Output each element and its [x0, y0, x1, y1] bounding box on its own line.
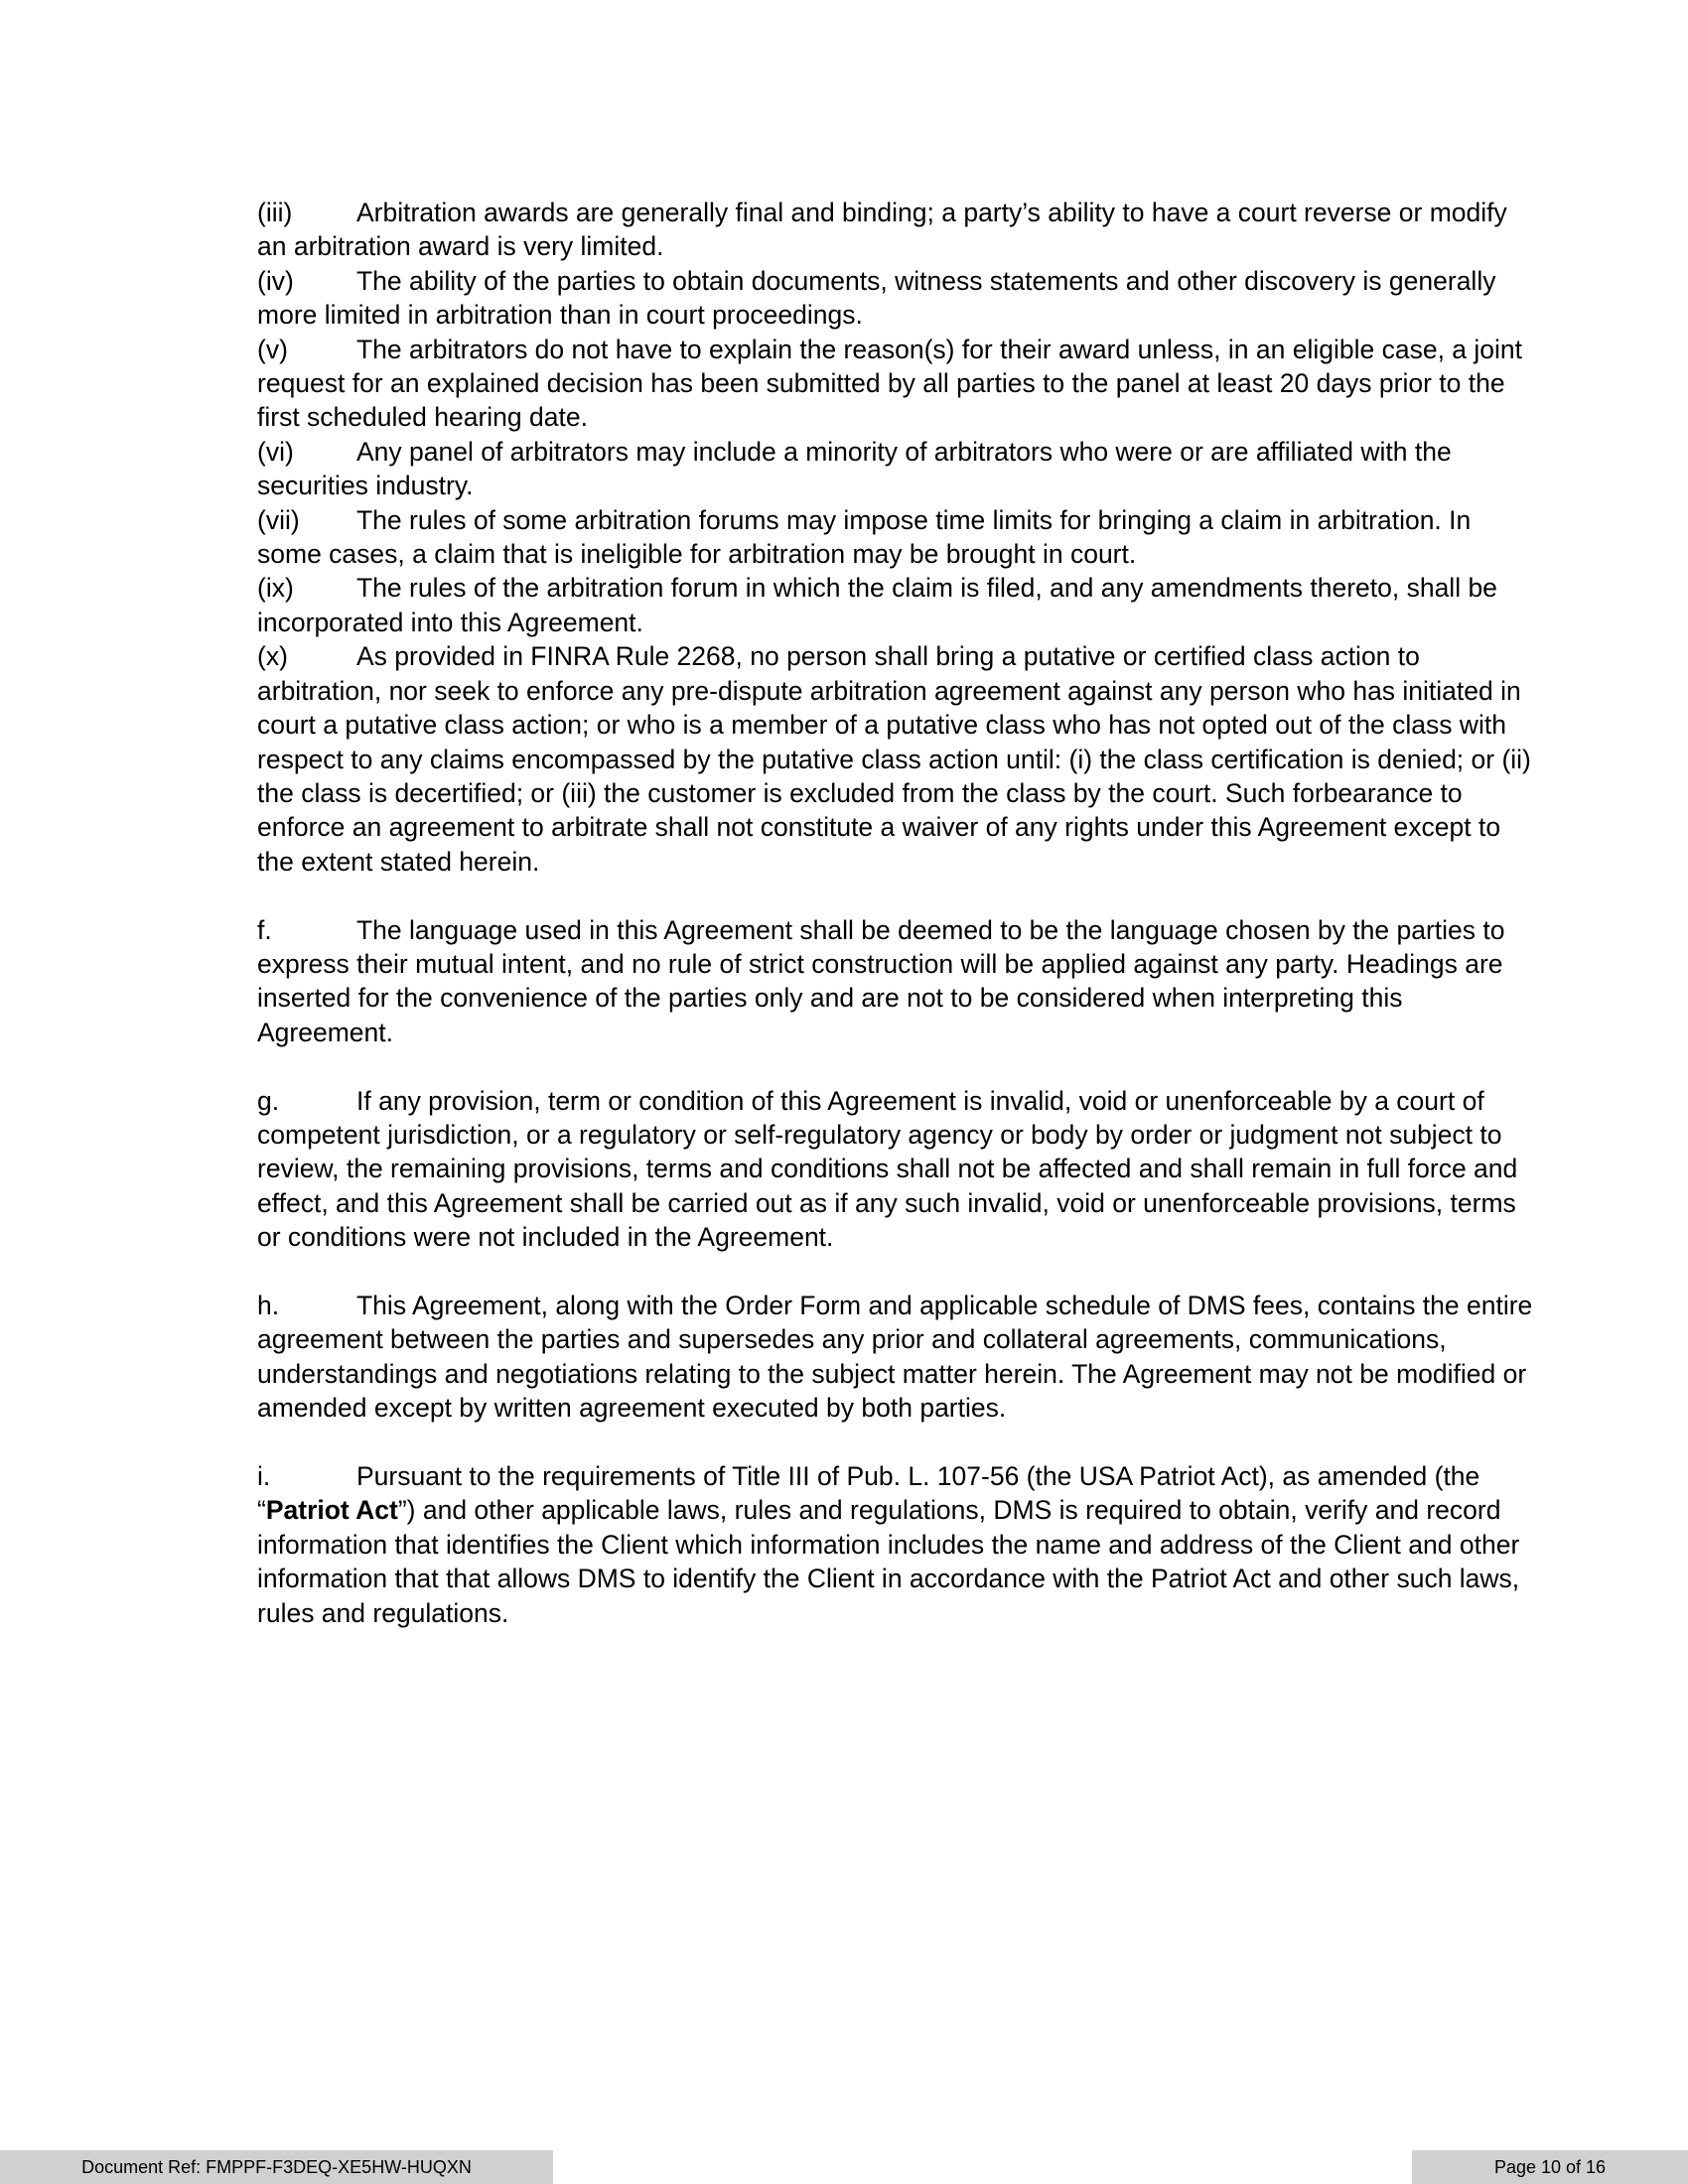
list-marker: (vii) [257, 504, 300, 535]
section-marker: f. [257, 914, 272, 945]
section-h [257, 1289, 1538, 1426]
list-marker: (iii) [257, 198, 293, 227]
section-text-after: ”) and other applicable laws, rules and regulations, DMS is required to obtain, verify and record information that identifies the Client which information includes the name and address of the Client and other information that that allows DMS to identify the Client in accordance with the Patriot Act and other such laws, rules and regulations. [257, 1495, 1520, 1628]
paragraph-gap [257, 1255, 1538, 1289]
document-ref-footer: Document Ref: FMPPF-F3DEQ-XE5HW-HUQXN [0, 2150, 553, 2184]
list-item-v [257, 333, 1538, 435]
list-item-vii [257, 503, 1538, 572]
section-f [257, 913, 1538, 1050]
section-text: This Agreement, along with the Order Form and applicable schedule of DMS fees, contains the entire agreement between the parties and supersedes any prior and collateral agreements, communications, understandings and negotiations relating to the subject matter herein. The Agreement may not be modified or amended except by written agreement executed by both parties. [257, 1290, 1533, 1424]
list-text: As provided in FINRA Rule 2268, no person shall bring a putative or certified class action to arbitration, nor seek to enforce any pre-dispute arbitration agreement against any person who has initiated in court a putative class action; or who is a member of a putative class who has not opted out of the class with respect to any claims encompassed by the putative class action until: (i) the class certification is denied; or (ii) the class is decertified; or (iii) the customer is excluded from the class by the court. Such forbearance to enforce an agreement to arbitrate shall not constitute a waiver of any rights under this Agreement except to the extent stated herein. [257, 641, 1531, 877]
list-text: The arbitrators do not have to explain the reason(s) for their award unless, in an eligible case, a joint request for an explained decision has been submitted by all parties to the panel at least 20 days prior to the first scheduled hearing date. [257, 334, 1523, 433]
section-text: The language used in this Agreement shall be deemed to be the language chosen by the parties to express their mutual intent, and no rule of strict construction will be applied against any party. Headings are inserted for the convenience of the parties only and are not to be considered when interpreting this Agreement. [257, 914, 1505, 1047]
paragraph-gap [257, 1049, 1538, 1083]
list-item-x [257, 639, 1538, 879]
section-marker: g. [257, 1085, 280, 1116]
page-number-footer: Page 10 of 16 [1412, 2150, 1688, 2184]
list-item-ix [257, 571, 1538, 639]
list-marker: (iv) [257, 265, 294, 296]
list-item-iii [257, 196, 1538, 264]
list-text: Any panel of arbitrators may include a minority of arbitrators who were or are affiliated with the securities industry. [257, 436, 1452, 501]
list-marker: (ix) [257, 573, 294, 604]
paragraph-gap [257, 1426, 1538, 1459]
paragraph-gap [257, 879, 1538, 912]
list-item-vi [257, 435, 1538, 503]
list-text: The rules of the arbitration forum in which the claim is filed, and any amendments thereto, shall be incorporated into this Agreement. [257, 573, 1497, 637]
list-text: Arbitration awards are generally final and binding; a party’s ability to have a court reverse or modify an arbitration award is very limited. [257, 198, 1507, 262]
section-g [257, 1084, 1538, 1255]
section-text-before: Pursuant to the requirements of Title III of Pub. L. 107-56 (the USA Patriot Act), as amended (the “ [257, 1460, 1480, 1526]
section-marker: h. [257, 1290, 280, 1320]
section-i [257, 1459, 1538, 1630]
section-text: If any provision, term or condition of this Agreement is invalid, void or unenforceable by a court of competent jurisdiction, or a regulatory or self-regulatory agency or body by order or judgment not subject to review, the remaining provisions, terms and conditions shall not be affected and shall remain in full force and effect, and this Agreement shall be carried out as if any such invalid, void or unenforceable provisions, terms or conditions were not included in the Agreement. [257, 1085, 1518, 1253]
list-marker: (v) [257, 334, 288, 364]
list-marker: (x) [257, 641, 288, 672]
list-text: The rules of some arbitration forums may impose time limits for bringing a claim in arbitration. In some cases, a claim that is ineligible for arbitration may be brought in court. [257, 504, 1472, 570]
list-text: The ability of the parties to obtain documents, witness statements and other discovery is generally more limited in arbitration than in court proceedings. [257, 265, 1496, 331]
list-marker: (vi) [257, 436, 294, 467]
document-body [257, 196, 1538, 1630]
section-marker: i. [257, 1460, 271, 1491]
list-item-iv [257, 264, 1538, 333]
defined-term-patriot-act: Patriot Act [265, 1495, 398, 1526]
